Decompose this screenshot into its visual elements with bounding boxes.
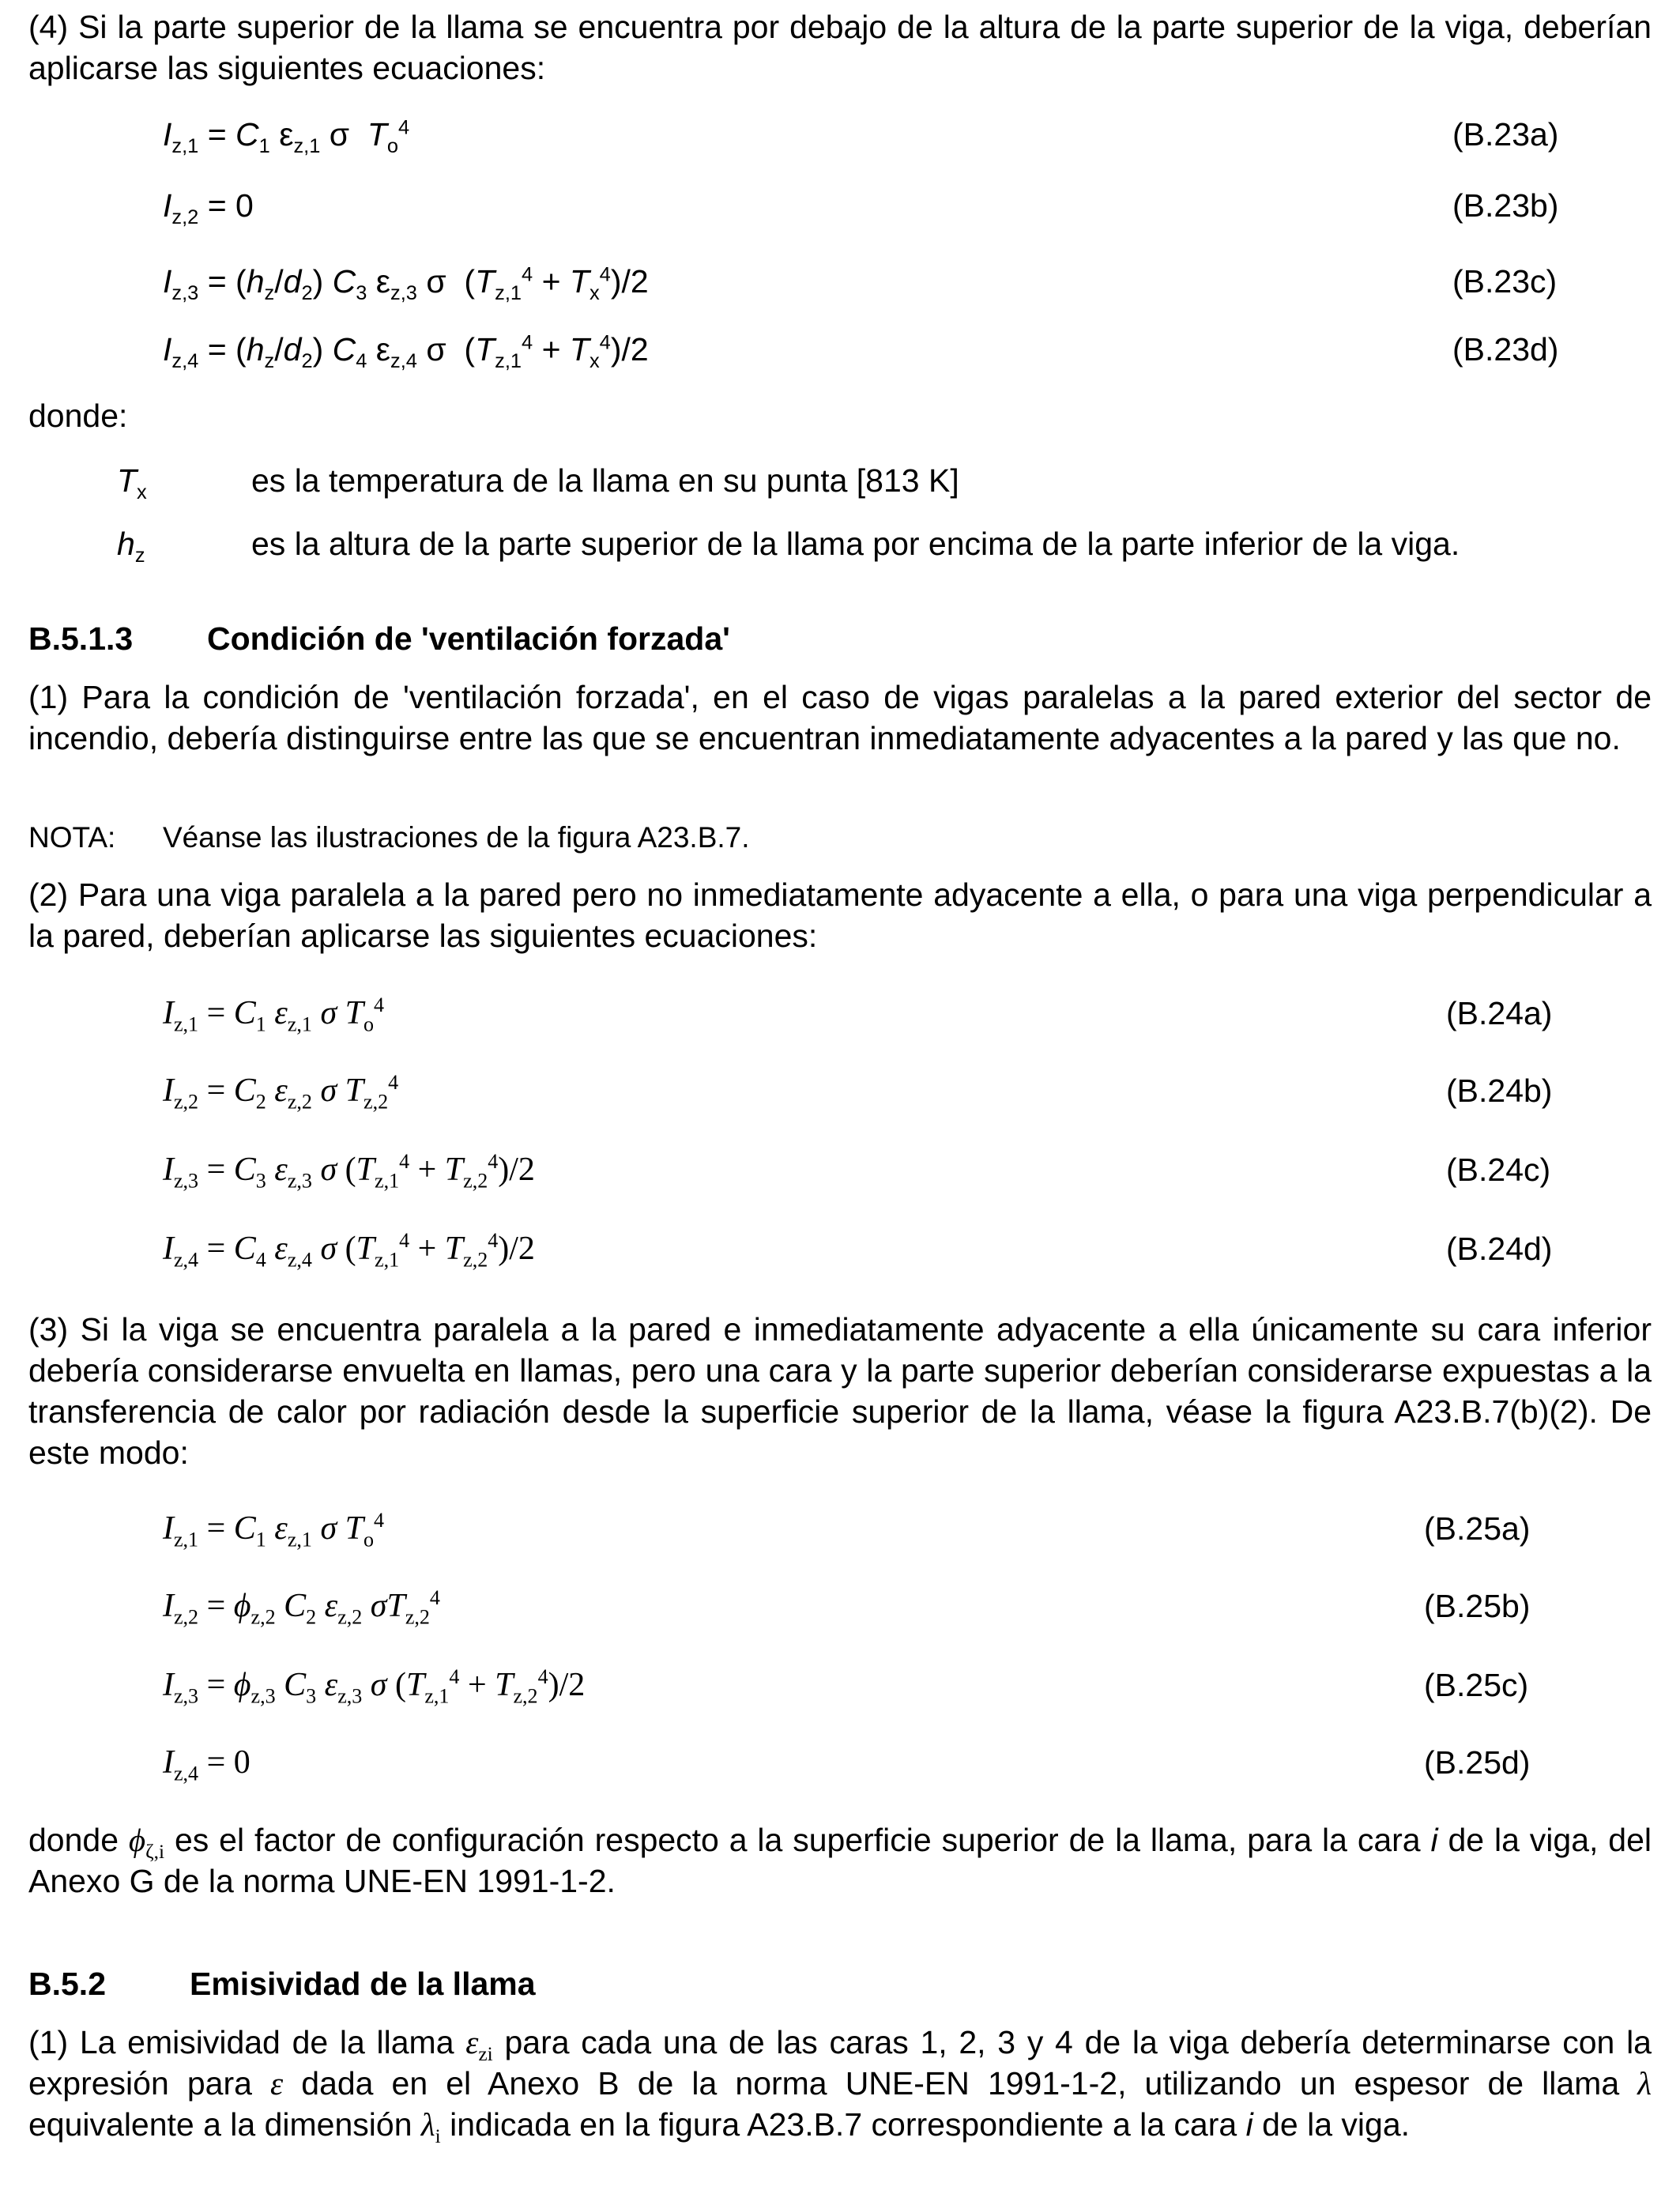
text-run: equivalente a la dimensión	[28, 2106, 412, 2143]
equation-number: (B.23d)	[1452, 331, 1559, 368]
equation-number: (B.23b)	[1452, 187, 1559, 224]
equation-number: (B.25a)	[1424, 1510, 1531, 1547]
symbol-tx: $T_x$	[117, 462, 147, 504]
equation-b23d: $I_{z,4} = (h_z/d_2)$ $C_4$ $\varepsilon_{z,4}$ σ $(T_{z,1}^4 + T_x^4)/2$	[163, 331, 649, 373]
equation-number: (B.24b)	[1446, 1072, 1553, 1109]
lambda-i-symbol: $\lambda_i$	[420, 2106, 441, 2148]
symbol-hz: $h_z$	[117, 526, 145, 567]
paragraph-4: (4) Si la parte superior de la llama se encuentra por debajo de la altura de la parte superior de la viga, deberían aplicarse las siguientes ecuaciones:	[28, 9, 1652, 86]
equation-b24d: $I_{z,4} = C_4$ $\varepsilon_{z,4}$ σ $(T_{z,1}^4 + T_{z,2}^4)/2$	[163, 1229, 535, 1272]
face-index: i	[1245, 2106, 1253, 2143]
equation-b24b: $I_{z,2} = C_2$ $\varepsilon_{z,2}$ σ $T_{z,2}^4$	[163, 1071, 399, 1114]
equation-b25a: $I_{z,1} = C_1$ $\varepsilon_{z,1}$ σ $T_o^4$	[163, 1509, 385, 1551]
paragraph-emissivity	[28, 2022, 1652, 2148]
text-run: de la viga.	[1262, 2106, 1411, 2143]
paragraph-2: (2) Para una viga paralela a la pared pero no inmediatamente adyacente a ella, o para una viga perpendicular a la pared, deberían aplicarse las siguientes ecuaciones:	[28, 876, 1652, 954]
text-run: es el factor de configuración respecto a la superficie superior de la llama, para la cara	[174, 1822, 1421, 1858]
equation-b23b: $I_{z,2} = 0$	[163, 187, 254, 229]
text-run: dada en el Anexo B de la norma UNE-EN 1991-1-2, utilizando un espesor de llama	[301, 2065, 1620, 2102]
text-run: de la viga, del Anexo G de la norma UNE-EN 1991-1-2.	[28, 1822, 1652, 1899]
text-run: para cada una de las caras 1, 2, 3 y 4 de la viga debería determinarse con la expresión para	[28, 2024, 1652, 2102]
equation-b24c: $I_{z,3} = C_3$ $\varepsilon_{z,3}$ σ $(T_{z,1}^4 + T_{z,2}^4)/2$	[163, 1150, 535, 1193]
face-index: i	[1430, 1822, 1438, 1858]
section-number: B.5.1.3	[28, 620, 134, 657]
text-run: (1) La emisividad de la llama	[28, 2024, 454, 2060]
equation-b25d: $I_{z,4} = 0$	[163, 1744, 250, 1785]
section-title: Condición de 'ventilación forzada'	[207, 620, 730, 657]
paragraph-where-phi	[28, 1819, 1652, 1902]
text-run: donde	[28, 1822, 119, 1858]
equation-number: (B.24d)	[1446, 1231, 1553, 1267]
section-title: Emisividad de la llama	[190, 1966, 536, 2002]
equation-b25c: $I_{z,3} = \phi_{z,3}$ $C_3$ $\varepsilon_{z,3}$ σ $(T_{z,1}^4 + T_{z,2}^4)/2$	[163, 1665, 586, 1708]
definition-hz: es la altura de la parte superior de la llama por encima de la parte inferior de la viga.	[251, 526, 1460, 562]
note-text: Véanse las ilustraciones de la figura A23.B.7.	[163, 821, 750, 854]
paragraph-3: (3) Si la viga se encuentra paralela a la pared e inmediatamente adyacente a ella únicamente su cara inferior debería considerarse envuelta en llamas, pero una cara y la parte superior deberían considerarse expuestas a la transferencia de calor por radiación desde la superficie superior de la llama, véase la figura A23.B.7(b)(2). De este modo:	[28, 1311, 1652, 1471]
equation-number: (B.24c)	[1446, 1152, 1551, 1188]
equation-b23c: $I_{z,3} = (h_z/d_2)$ $C_3$ $\varepsilon_{z,3}$ σ $(T_{z,1}^4 + T_x^4)/2$	[163, 263, 649, 305]
epsilon-symbol: ε	[270, 2065, 284, 2102]
equation-b23a: $I_{z,1} = C_1$ $\varepsilon_{z,1}$ σ $T_o^4$	[163, 116, 410, 158]
equation-number: (B.25c)	[1424, 1667, 1529, 1703]
equation-number: (B.25d)	[1424, 1744, 1531, 1781]
where-label: donde:	[28, 398, 128, 434]
paragraph-1: (1) Para la condición de 'ventilación forzada', en el caso de vigas paralelas a la pared exterior del sector de incendio, debería distinguirse entre las que se encuentran inmediatamente adyacentes a la pared y las que no.	[28, 679, 1652, 756]
equation-b25b: $I_{z,2} = \phi_{z,2}$ $C_2$ $\varepsilon_{z,2}$ $\sigma T_{z,2}^4$	[163, 1586, 440, 1629]
definition-tx: es la temperatura de la llama en su punta [813 K]	[251, 462, 959, 499]
equation-number: (B.23a)	[1452, 116, 1559, 153]
equation-number: (B.24a)	[1446, 995, 1553, 1031]
epsilon-zi-symbol: $\varepsilon_{zi}$	[465, 2024, 493, 2066]
lambda-symbol: λ	[1637, 2065, 1652, 2102]
note-label: NOTA:	[28, 821, 116, 854]
equation-number: (B.25b)	[1424, 1588, 1531, 1624]
equation-b24a: $I_{z,1} = C_1$ $\varepsilon_{z,1}$ σ $T_o^4$	[163, 993, 385, 1036]
equation-number: (B.23c)	[1452, 263, 1558, 300]
text-run: indicada en la figura A23.B.7 correspondiente a la cara	[450, 2106, 1237, 2143]
section-number: B.5.2	[28, 1966, 106, 2002]
phi-symbol: $\phi_{\zeta,i}$	[128, 1822, 165, 1864]
